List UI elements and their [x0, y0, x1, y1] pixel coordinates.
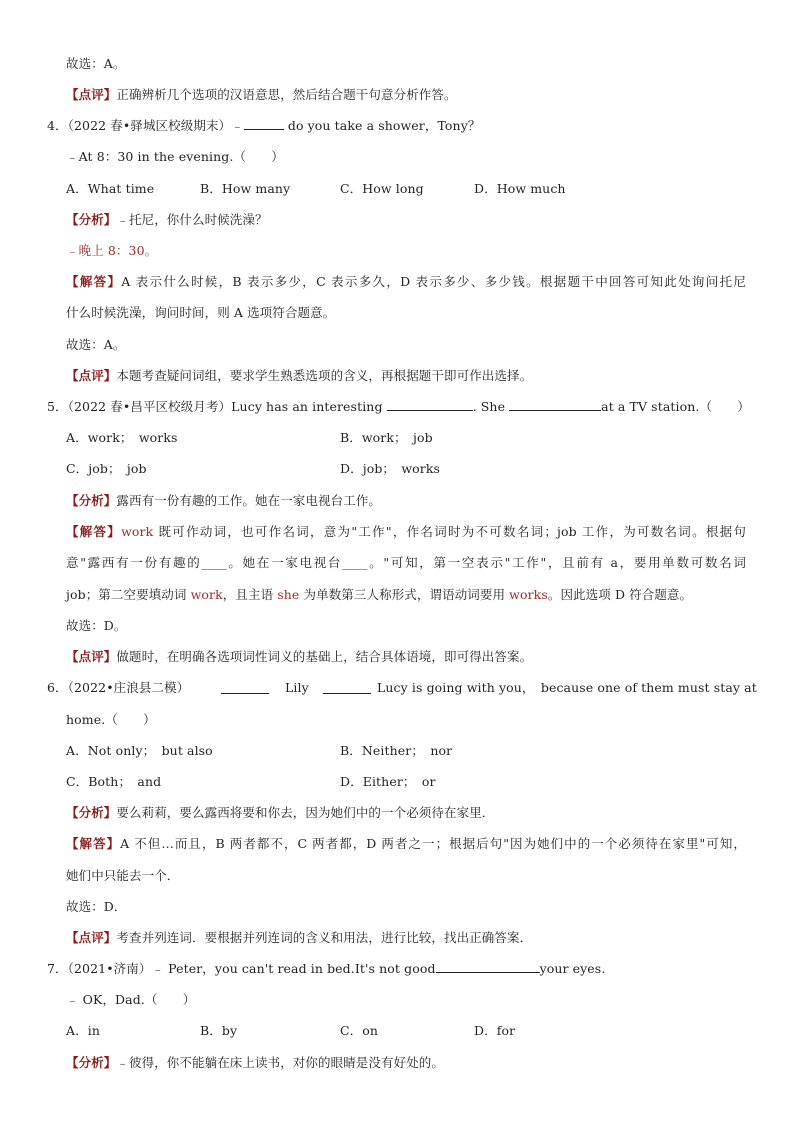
- q7-stem-a: 7．（2021•济南）﹣ Peter，you can't read in bed.It's not good: [47, 961, 436, 976]
- comment-tag: 【点评】: [66, 649, 117, 664]
- analysis-text: 要么莉莉，要么露西将要和你去，因为她们中的一个必须待在家里．: [116, 805, 495, 820]
- comment-tag: 【点评】: [66, 87, 117, 102]
- q6-stem-b: Lily: [285, 680, 309, 695]
- q5-stem: [47, 398, 750, 416]
- q7-option-b: B．by: [200, 1023, 238, 1038]
- q6-stem: [47, 679, 757, 697]
- q6-option-c: C．Both； and: [66, 774, 162, 789]
- answer-text: A 不但…而且，B 两者都不，C 两者都，D 两者之一；根据后句"因为她们中的一个必须待在家里"可知，: [120, 836, 747, 851]
- q7-stem: [47, 960, 605, 978]
- q6-result: 故选：D．: [66, 899, 127, 914]
- q6-options-row-1: [66, 742, 766, 760]
- answer-text: 为单数第三人称形式，谓语动词要用: [299, 587, 510, 602]
- q6-comment: [66, 929, 532, 947]
- answer-word-works: works: [509, 587, 548, 602]
- answer-word-work: work: [121, 524, 154, 539]
- comment-tag: 【点评】: [66, 930, 117, 945]
- q4-result: 故选：A。: [66, 337, 126, 352]
- analysis-tag: 【分析】: [66, 493, 117, 508]
- q5-blank-2: [509, 398, 601, 411]
- q5-options-row-2: [66, 460, 766, 478]
- q4-analysis-2: ﹣晚上 8：30。: [66, 243, 158, 258]
- q3-comment: [66, 86, 457, 104]
- q4-option-d: D．How much: [474, 181, 566, 196]
- q5-option-c: C．job； job: [66, 461, 147, 476]
- q6-stem2: home.（ ）: [66, 712, 156, 727]
- q4-option-b: B．How many: [200, 181, 291, 196]
- analysis-text: ﹣托尼，你什么时候洗澡？: [116, 212, 268, 227]
- q6-option-b: B．Neither； nor: [340, 743, 453, 758]
- q4-comment: [66, 367, 532, 385]
- answer-text: A 表示什么时候，B 表示多少，C 表示多久，D 表示多少、多少钱。根据题干中回答可知此处询问托尼: [121, 274, 746, 289]
- q5-answer-1: [66, 523, 746, 541]
- q7-stem-b: your eyes.: [539, 961, 606, 976]
- q4-blank: [244, 117, 284, 130]
- answer-tag: 【解答】: [66, 836, 121, 851]
- q5-analysis: [66, 492, 381, 510]
- q5-stem-b: . She: [472, 399, 510, 414]
- q4-stem-b: do you take a shower，Tony？: [283, 118, 481, 133]
- q4-answer-2: 什么时候洗澡，询问时间，则 A 选项符合题意。: [66, 305, 336, 320]
- q6-stem-c: Lucy is going with you， because one of them must stay at: [377, 680, 757, 695]
- answer-tag: 【解答】: [66, 274, 122, 289]
- q5-stem-c: at a TV station.（ ）: [601, 399, 750, 414]
- q5-answer-2: 意"露西有一份有趣的____。她在一家电视台____。"可知，第一空表示"工作"，且前有 a，要用单数可数名词: [66, 555, 746, 570]
- q5-option-d: D．job； works: [340, 461, 441, 476]
- q7-option-c: C．on: [340, 1023, 379, 1038]
- q7-option-d: D．for: [474, 1023, 516, 1038]
- answer-tag: 【解答】: [66, 524, 122, 539]
- q4-stem-a: 4．（2022 春•驿城区校级期末）﹣: [47, 118, 244, 133]
- q5-blank-1: [387, 398, 473, 411]
- q4-stem: [47, 117, 480, 135]
- comment-text: 本题考查疑问词组，要求学生熟悉选项的含义，再根据题干即可作出选择。: [116, 368, 533, 383]
- q4-option-c: C．How long: [340, 181, 424, 196]
- q7-blank: [436, 960, 540, 973]
- q6-analysis: [66, 804, 494, 822]
- comment-text: 考查并列连词．要根据并列连词的含义和用法，进行比较，找出正确答案．: [116, 930, 533, 945]
- q5-answer-3: [66, 586, 692, 604]
- answer-text: job；第二空要填动词: [66, 587, 191, 602]
- q6-answer-2: 她们中只能去一个．: [66, 868, 180, 883]
- q5-options-row-1: [66, 429, 766, 447]
- analysis-text: ﹣彼得，你不能躺在床上读书，对你的眼睛是没有好处的。: [116, 1055, 445, 1070]
- q6-blank-1: [221, 681, 269, 694]
- comment-text: 做题时，在明确各选项词性词义的基础上，结合具体语境，即可得出答案。: [116, 649, 533, 664]
- q6-blank-2: [323, 681, 371, 694]
- q6-answer-1: [66, 835, 746, 853]
- answer-text: 。因此选项 D 符合题意。: [547, 587, 693, 602]
- q5-stem-a: 5．（2022 春•昌平区校级月考）Lucy has an interesting: [47, 399, 387, 414]
- q5-result: 故选：D。: [66, 618, 127, 633]
- q7-stem2: ﹣ OK，Dad.（ ）: [66, 992, 196, 1007]
- q7-option-a: A．in: [66, 1023, 100, 1038]
- q3-result: 故选：A。: [66, 56, 126, 71]
- comment-text: 正确辨析几个选项的汉语意思，然后结合题干句意分析作答。: [116, 87, 457, 102]
- answer-word-work: work: [190, 587, 223, 602]
- comment-tag: 【点评】: [66, 368, 117, 383]
- q7-analysis: [66, 1054, 444, 1072]
- analysis-text: 露西有一份有趣的工作。她在一家电视台工作。: [116, 493, 382, 508]
- q4-option-a: A．What time: [66, 181, 155, 196]
- analysis-tag: 【分析】: [66, 212, 117, 227]
- q5-option-b: B．work； job: [340, 430, 433, 445]
- answer-text: ，且主语: [222, 587, 278, 602]
- q4-answer-1: [66, 273, 746, 291]
- answer-word-she: she: [277, 587, 300, 602]
- q6-option-a: A．Not only； but also: [66, 743, 213, 758]
- q5-comment: [66, 648, 532, 666]
- q6-options-row-2: [66, 773, 766, 791]
- q4-analysis: [66, 211, 268, 229]
- q4-options: [66, 180, 766, 198]
- q6-stem-a: 6．（2022•庄浪县二模）: [47, 680, 190, 695]
- q7-options: [66, 1022, 766, 1040]
- analysis-tag: 【分析】: [66, 1055, 117, 1070]
- answer-text: 既可作动词，也可作名词，意为"工作"，作名词时为不可数名词；job 工作，为可数名词。根据句: [153, 524, 746, 539]
- q5-option-a: A．work； works: [66, 430, 178, 445]
- q6-option-d: D．Either； or: [340, 774, 436, 789]
- q4-stem2: ﹣At 8：30 in the evening.（ ）: [66, 149, 284, 164]
- analysis-tag: 【分析】: [66, 805, 117, 820]
